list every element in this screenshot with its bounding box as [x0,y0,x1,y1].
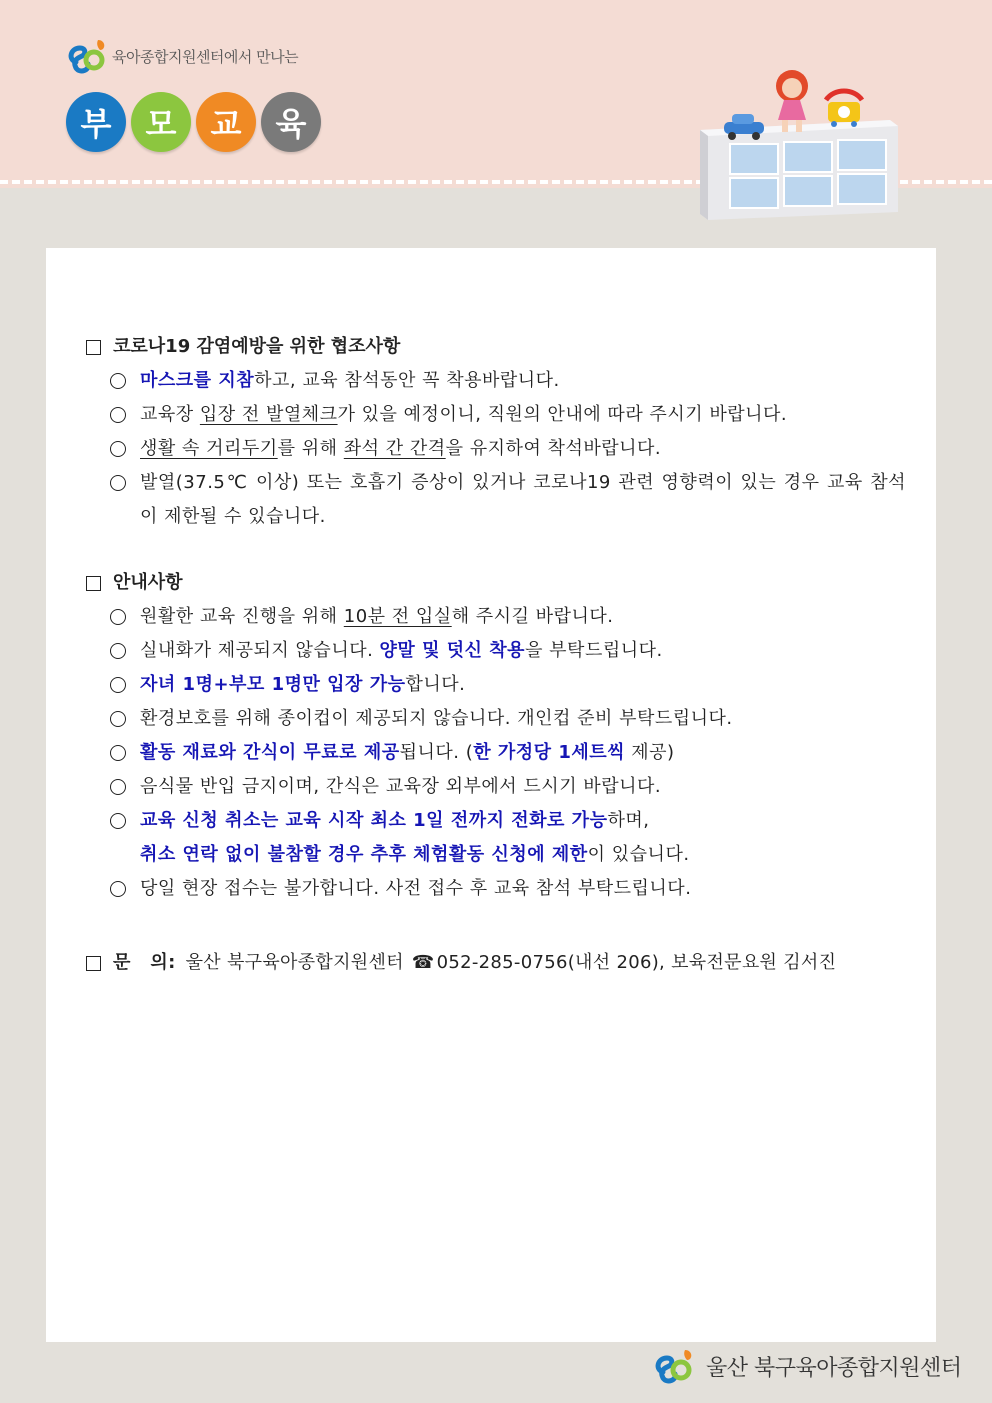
title-char-circle: 교 [196,92,256,152]
list-item [86,872,906,906]
emphasis-text: 활동 재료와 간식이 무료로 제공 [140,742,400,763]
underlined-text: 10분 전 입실 [343,606,452,627]
emphasis-text: 취소 연락 없이 불참할 경우 추후 체험활동 신청에 제한 [140,844,588,865]
circle-bullet-icon [110,677,126,693]
body-text: 발열(37.5℃ 이상) 또는 호흡기 증상이 있거나 코로나19 관련 영향력이 있는 경우 교육 참석이 제한될 수 있습니다. [140,472,906,527]
circle-bullet-icon [110,779,126,795]
body-text: 원활한 교육 진행을 위해 [140,606,344,627]
body-text: 해 주시길 바랍니다. [451,606,614,627]
emphasis-text: 교육 신청 취소는 교육 시작 최소 1일 전까지 전화로 가능 [140,810,608,831]
circle-bullet-icon [110,643,126,659]
checkbox-square-icon [86,956,101,971]
circle-bullet-icon [110,407,126,423]
title-char-circle: 육 [261,92,321,152]
body-text: 당일 현장 접수는 불가합니다. 사전 접수 후 교육 참석 부탁드립니다. [140,878,692,899]
list-item [86,432,906,466]
body-text: 가 있을 예정이니, 직원의 안내에 따라 주시기 바랍니다. [337,404,788,425]
body-text: 을 유지하여 착석바랍니다. [445,438,662,459]
list-item [86,702,906,736]
list-item-text [140,432,906,466]
circle-bullet-icon [110,475,126,491]
center-logo-icon [650,1344,700,1388]
list-item [86,770,906,804]
body-text: 하고, 교육 참석동안 꼭 착용바랍니다. [254,370,560,391]
body-text: 을 부탁드립니다. [525,640,663,661]
list-item-text [140,600,906,634]
body-text: 교육장 [140,404,200,425]
body-text: 하며, [607,810,650,831]
circle-bullet-icon [110,711,126,727]
toy-shelf-illustration [694,64,904,228]
circle-bullet-icon [110,745,126,761]
list-item [86,736,906,770]
list-item [86,398,906,432]
body-text: 를 위해 [277,438,344,459]
list-item-text [140,736,906,770]
list-item-text [140,364,906,398]
header-subtitle: 육아종합지원센터에서 만나는 [112,47,299,66]
footer-brand [650,1344,962,1388]
body-text: 실내화가 제공되지 않습니다. [140,640,380,661]
footer-org-name: 울산 북구육아종합지원센터 [706,1355,962,1381]
list-item-text [140,398,906,432]
covid-list [86,364,906,534]
title-char-circle: 모 [131,92,191,152]
body-text: 이 있습니다. [587,844,690,865]
list-item-text [140,770,906,804]
section-heading-guide: 안내사항 [86,566,906,600]
underlined-text: 좌석 간 간격 [343,438,446,459]
body-text: 합니다. [405,674,466,695]
body-text: 환경보호를 위해 종이컵이 제공되지 않습니다. 개인컵 준비 부탁드립니다. [140,708,733,729]
underlined-text: 입장 전 발열체크 [199,404,338,425]
contact-org: 울산 북구육아종합지원센터 [185,952,410,973]
list-item-text [140,872,906,906]
circle-bullet-icon [110,813,126,829]
body-text: 제공) [625,742,675,763]
list-item [86,600,906,634]
circle-bullet-icon [110,373,126,389]
circle-bullet-icon [110,609,126,625]
body-text: 음식물 반입 금지이며, 간식은 교육장 외부에서 드시기 바랍니다. [140,776,662,797]
list-item [86,668,906,702]
list-item-text [140,702,906,736]
list-item-text [140,634,906,668]
emphasis-text: 마스크를 지참 [140,370,255,391]
list-item-continuation [86,838,906,872]
list-item [86,364,906,398]
list-item-text [140,804,906,838]
list-item [86,804,906,838]
body-text: 됩니다. ( [399,742,474,763]
brand-row [66,34,298,78]
list-item [86,466,906,534]
list-item-text [140,668,906,702]
phone-icon: ☎ [411,952,435,973]
list-item [86,634,906,668]
emphasis-text: 한 가정당 1세트씩 [473,742,626,763]
list-item-text [140,466,906,534]
contact-phone: 052-285-0756(내선 206), 보육전문요원 김서진 [436,952,837,973]
title-char-circle: 부 [66,92,126,152]
checkbox-square-icon [86,340,101,355]
contact-line [86,946,906,980]
emphasis-text: 자녀 1명+부모 1명만 입장 가능 [140,674,406,695]
section-heading-covid: 코로나19 감염예방을 위한 협조사항 [86,330,906,364]
guide-list [86,600,906,906]
program-title [66,92,326,152]
center-logo-icon [66,34,110,78]
notice-content [86,330,906,980]
circle-bullet-icon [110,881,126,897]
emphasis-text: 양말 및 덧신 착용 [379,640,526,661]
checkbox-square-icon [86,576,101,591]
contact-label: 문 의: [113,952,176,973]
underlined-text: 생활 속 거리두기 [140,438,278,459]
circle-bullet-icon [110,441,126,457]
